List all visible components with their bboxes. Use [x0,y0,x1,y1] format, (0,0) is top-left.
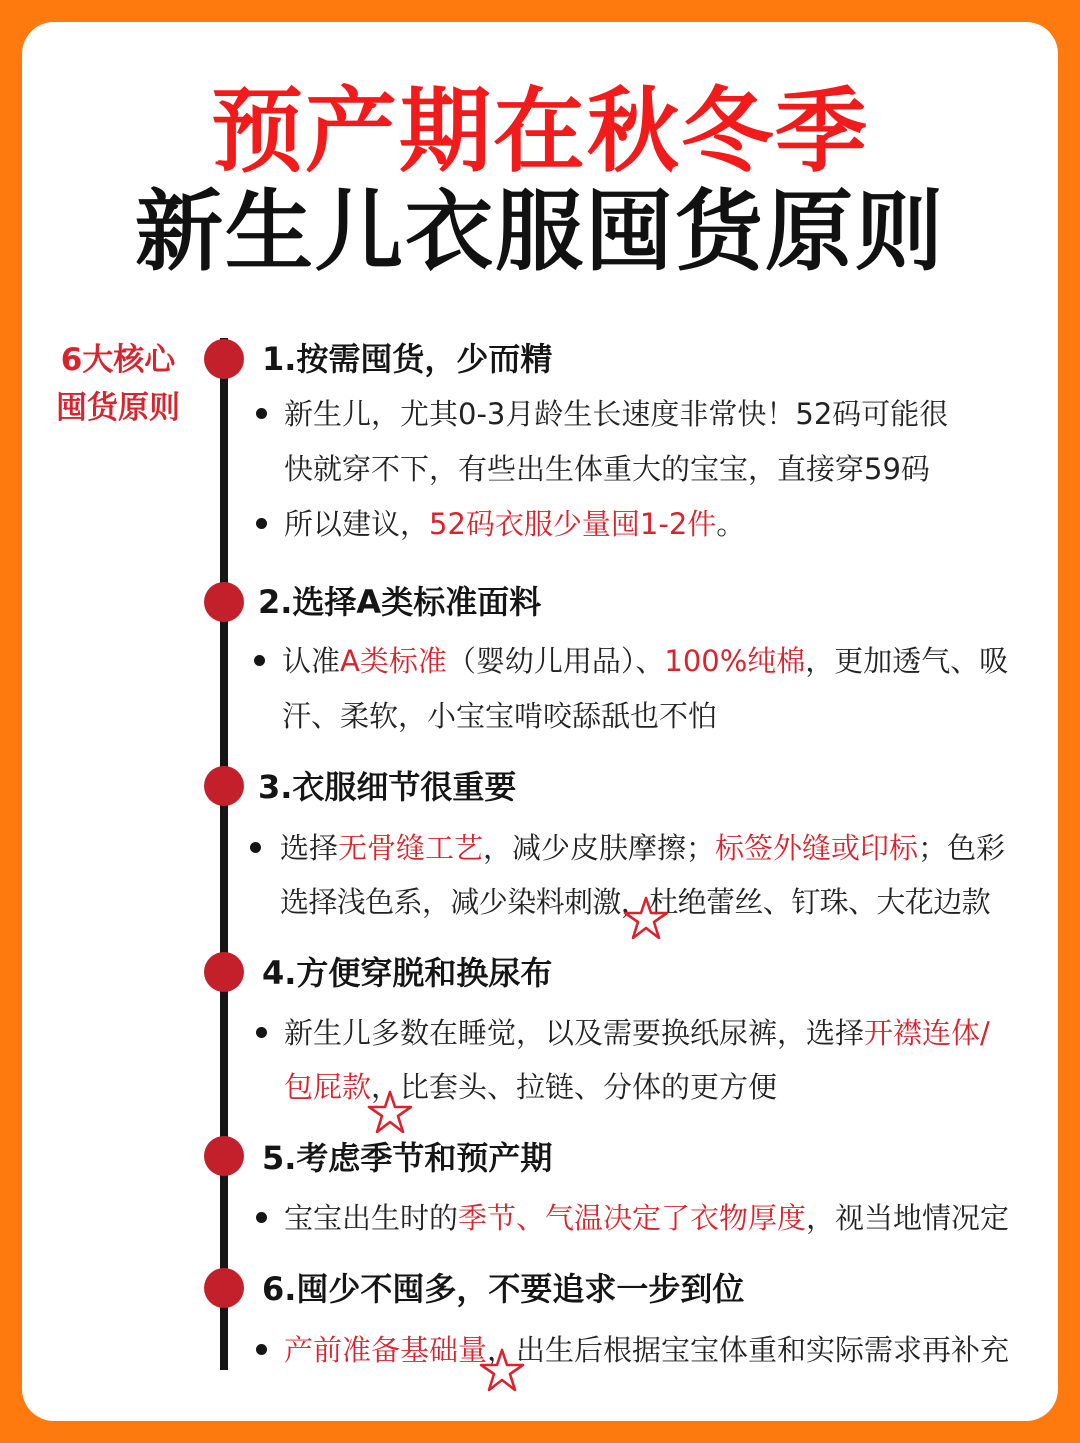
highlight-text: 无骨缝工艺 [338,831,484,865]
hand-drawn-star-icon [478,1346,526,1394]
bullet-dot [256,1027,267,1038]
section-1-line-3 [284,504,745,544]
highlight-text: A类标准 [340,644,447,678]
bullet-dot [256,408,267,419]
highlight-text: 开襟连体/ [864,1016,990,1050]
section-5-line-1 [284,1198,1009,1238]
text-segment: 宝宝出生时的 [284,1201,459,1235]
hand-drawn-star-icon [366,1088,414,1136]
timeline-dot-4 [204,952,244,992]
timeline-dot-1 [204,339,244,379]
text-segment: 新生儿多数在睡觉，以及需要换纸尿裤，选择 [284,1016,865,1050]
bullet-dot [250,842,261,853]
highlight-text: 52码衣服少量囤1-2件 [429,507,717,541]
text-segment: ，更加透气、吸 [805,644,1009,678]
bullet-dot [256,1344,267,1355]
timeline-dot-6 [204,1268,244,1308]
text-segment: ，出生后根据宝宝体重和实际需求再补充 [487,1333,1010,1367]
text-segment: 。 [716,507,746,541]
page-title-line1: 预产期在秋冬季 [210,78,869,185]
highlight-text: 包屁款 [284,1070,372,1104]
section-6-title: 6.囤少不囤多，不要追求一步到位 [262,1270,745,1308]
section-4-line-1 [284,1013,990,1053]
section-2-title: 2.选择A类标准面料 [258,583,542,621]
section-6-line-1 [284,1330,1009,1370]
highlight-text: 标签外缝或印标 [715,831,919,865]
section-3-line-1 [280,828,1005,868]
bullet-dot [254,655,265,666]
bullet-dot [256,1212,267,1223]
text-segment: ，减少皮肤摩擦； [483,831,716,865]
section-2-line-1 [282,641,1008,681]
text-segment: ；色彩 [918,831,1006,865]
text-segment: ，视当地情况定 [806,1201,1010,1235]
section-2-line-2: 汗、柔软，小宝宝啃咬舔舐也不怕 [282,699,718,733]
text-segment: 所以建议， [284,507,430,541]
timeline-dot-2 [204,582,244,622]
text-segment: （婴幼儿用品）、 [446,644,665,678]
timeline-line [220,338,228,1370]
section-1-title: 1.按需囤货，少而精 [262,340,553,378]
side-label-line2: 囤货原则 [56,390,180,426]
section-1-line-1: 新生儿，尤其0-3月龄生长速度非常快！52码可能很 [284,397,949,431]
page-title-line2: 新生儿衣服囤货原则 [134,180,945,283]
hand-drawn-star-icon [622,894,670,942]
highlight-text: 季节、气温决定了衣物厚度 [458,1201,807,1235]
text-segment: 选择 [280,831,339,865]
timeline-dot-5 [204,1136,244,1176]
section-1-line-2: 快就穿不下，有些出生体重大的宝宝，直接穿59码 [284,452,930,486]
timeline-dot-3 [204,766,244,806]
bullet-dot [256,518,267,529]
section-3-title: 3.衣服细节很重要 [258,768,517,806]
highlight-text: 产前准备基础量 [284,1333,488,1367]
section-5-title: 5.考虑季节和预产期 [262,1139,553,1177]
section-4-title: 4.方便穿脱和换尿布 [262,954,553,992]
side-label [40,336,196,432]
text-segment: 认准 [282,644,341,678]
side-label-line1: 6大核心 [60,342,176,378]
section-3-line-2: 选择浅色系，减少染料刺激，杜绝蕾丝、钉珠、大花边款 [280,885,991,919]
section-4-line-2 [284,1067,777,1107]
text-segment: ，比套头、拉链、分体的更方便 [371,1070,778,1104]
highlight-text: 100%纯棉 [664,644,806,678]
